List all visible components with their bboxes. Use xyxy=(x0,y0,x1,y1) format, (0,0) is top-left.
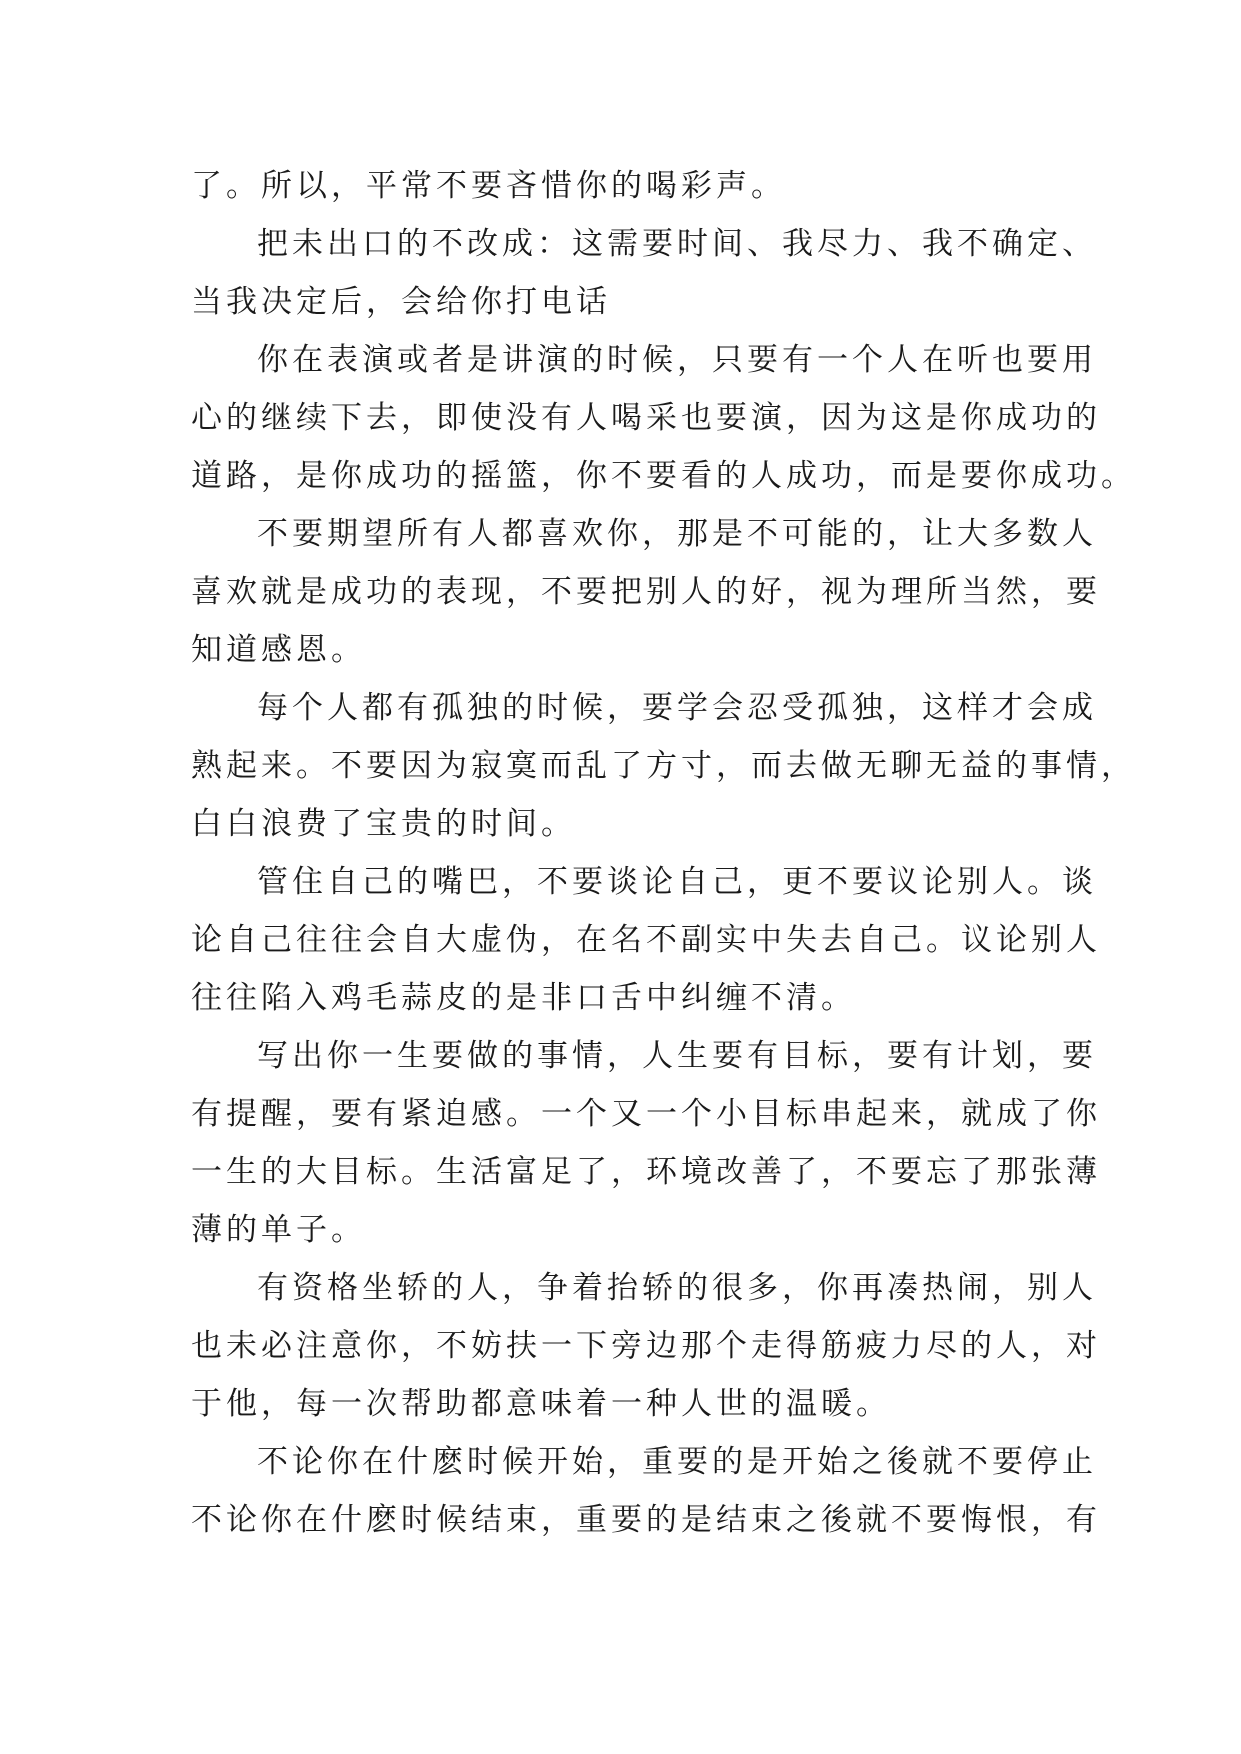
text-line: 心的继续下去，即使没有人喝采也要演，因为这是你成功的 xyxy=(191,400,1101,436)
paragraph-first-line: 把未出口的不改成：这需要时间、我尽力、我不确定、 xyxy=(257,226,1097,262)
text-line: 道路，是你成功的摇篮，你不要看的人成功，而是要你成功。 xyxy=(191,458,1136,494)
text-line: 也未必注意你，不妨扶一下旁边那个走得筋疲力尽的人，对 xyxy=(191,1328,1101,1364)
paragraph-first-line: 写出你一生要做的事情，人生要有目标，要有计划，要 xyxy=(257,1038,1097,1074)
text-line: 喜欢就是成功的表现，不要把别人的好，视为理所当然，要 xyxy=(191,574,1101,610)
text-line: 熟起来。不要因为寂寞而乱了方寸，而去做无聊无益的事情， xyxy=(191,748,1136,784)
paragraph-first-line: 不论你在什麽时候开始，重要的是开始之後就不要停止 xyxy=(257,1444,1097,1480)
text-line: 一生的大目标。生活富足了，环境改善了，不要忘了那张薄 xyxy=(191,1154,1101,1190)
text-line: 有提醒，要有紧迫感。一个又一个小目标串起来，就成了你 xyxy=(191,1096,1101,1132)
text-line: 当我决定后，会给你打电话 xyxy=(191,284,611,320)
text-line: 不论你在什麽时候结束，重要的是结束之後就不要悔恨，有 xyxy=(191,1502,1101,1538)
paragraph-first-line: 每个人都有孤独的时候，要学会忍受孤独，这样才会成 xyxy=(257,690,1097,726)
text-line: 白白浪费了宝贵的时间。 xyxy=(191,806,576,842)
paragraph-first-line: 你在表演或者是讲演的时候，只要有一个人在听也要用 xyxy=(257,342,1097,378)
text-line: 往往陷入鸡毛蒜皮的是非口舌中纠缠不清。 xyxy=(191,980,856,1016)
text-line: 薄的单子。 xyxy=(191,1212,366,1248)
paragraph-first-line: 管住自己的嘴巴，不要谈论自己，更不要议论别人。谈 xyxy=(257,864,1097,900)
paragraph-first-line: 有资格坐轿的人，争着抬轿的很多，你再凑热闹，别人 xyxy=(257,1270,1097,1306)
text-line: 于他，每一次帮助都意味着一种人世的温暖。 xyxy=(191,1386,891,1422)
body-text xyxy=(191,157,1136,1549)
text-line: 了。所以，平常不要吝惜你的喝彩声。 xyxy=(191,168,786,204)
text-line: 论自己往往会自大虚伪，在名不副实中失去自己。议论别人 xyxy=(191,922,1101,958)
paragraph-first-line: 不要期望所有人都喜欢你，那是不可能的，让大多数人 xyxy=(257,516,1097,552)
text-line: 知道感恩。 xyxy=(191,632,366,668)
